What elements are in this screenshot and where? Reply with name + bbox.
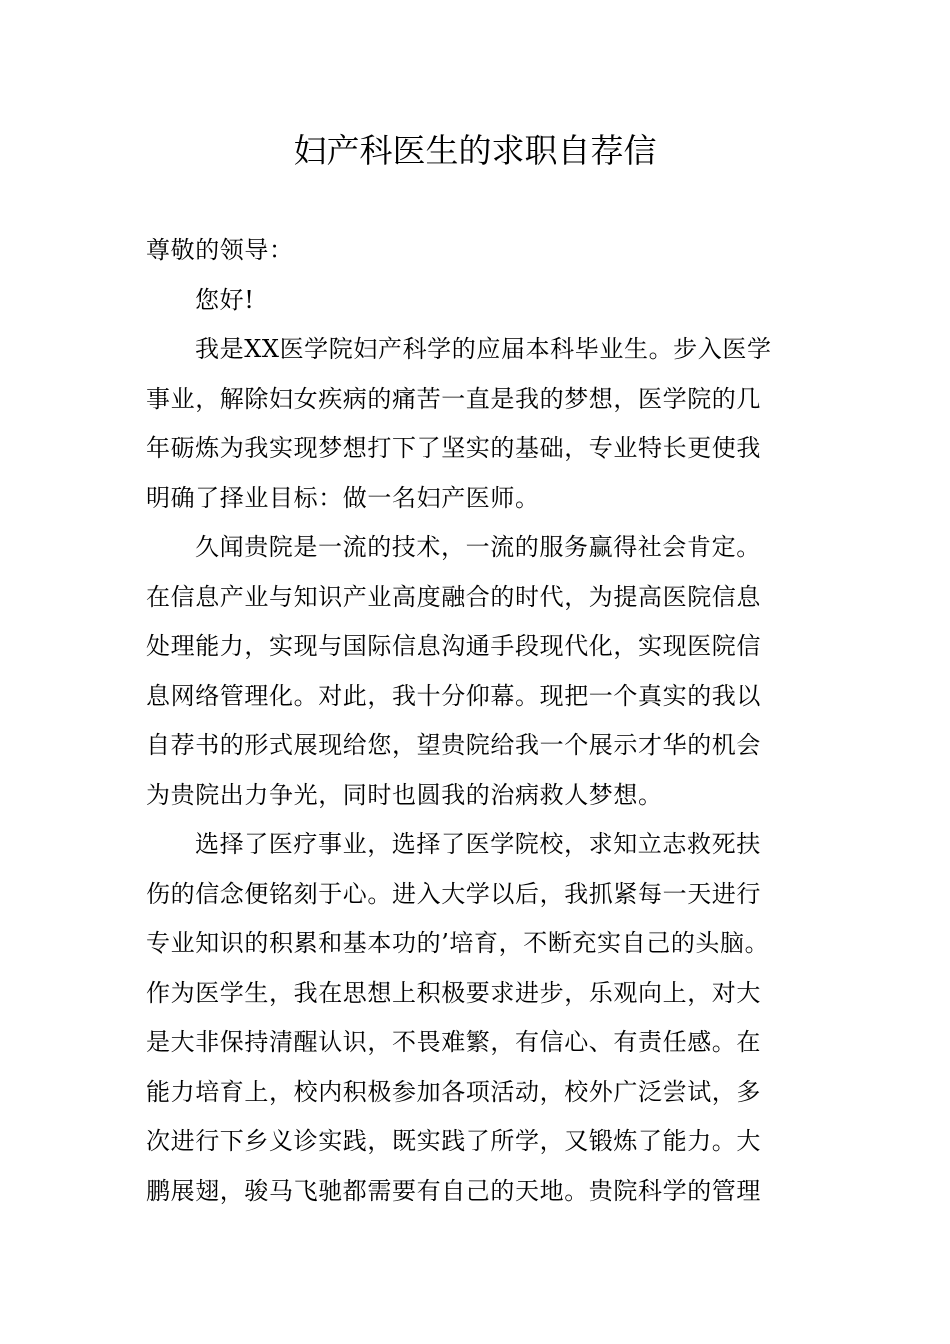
text-line: 我是XX医学院妇产科学的应届本科毕业生。步入医学 xyxy=(195,335,772,363)
text-line: 为贵院出力争光，同时也圆我的治病救人梦想。 xyxy=(146,780,663,809)
text-line: 选择了医疗事业，选择了医学院校，求知立志救死扶 xyxy=(195,830,761,858)
text-line: 明确了择业目标：做一名妇产医师。 xyxy=(146,483,540,512)
text-line: 是大非保持清醒认识，不畏难繁，有信心、有责任感。在 xyxy=(146,1028,761,1056)
document-title: 妇产科医生的求职自荐信 xyxy=(293,131,657,170)
text-line: 能力培育上，校内积极参加各项活动，校外广泛尝试，多 xyxy=(146,1077,761,1106)
text-line: 鹏展翅，骏马飞驰都需要有自己的天地。贵院科学的管理 xyxy=(146,1176,761,1205)
text-line: 伤的信念便铭刻于心。进入大学以后，我抓紧每一天进行 xyxy=(146,879,761,908)
text-line: 专业知识的积累和基本功的’培育，不断充实自己的头脑。 xyxy=(146,929,770,957)
text-line: 作为医学生，我在思想上积极要求进步，乐观向上，对大 xyxy=(146,978,761,1007)
text-line: 在信息产业与知识产业高度融合的时代，为提高医院信息 xyxy=(146,582,761,611)
text-line: 处理能力，实现与国际信息沟通手段现代化，实现医院信 xyxy=(146,632,761,660)
text-line: 年砺炼为我实现梦想打下了坚实的基础，专业特长更使我 xyxy=(146,434,761,462)
text-line: 自荐书的形式展现给您，望贵院给我一个展示才华的机会 xyxy=(146,731,761,759)
text-line: 次进行下乡义诊实践，既实践了所学，又锻炼了能力。大 xyxy=(146,1127,761,1155)
text-line: 尊敬的领导： xyxy=(146,236,294,264)
letter-body xyxy=(146,226,826,1216)
text-line: 您好! xyxy=(195,285,255,314)
text-line: 久闻贵院是一流的技术，一流的服务赢得社会肯定。 xyxy=(195,533,761,561)
text-line: 息网络管理化。对此，我十分仰幕。现把一个真实的我以 xyxy=(146,681,761,710)
text-line: 事业，解除妇女疾病的痛苦一直是我的梦想，医学院的几 xyxy=(146,384,761,413)
